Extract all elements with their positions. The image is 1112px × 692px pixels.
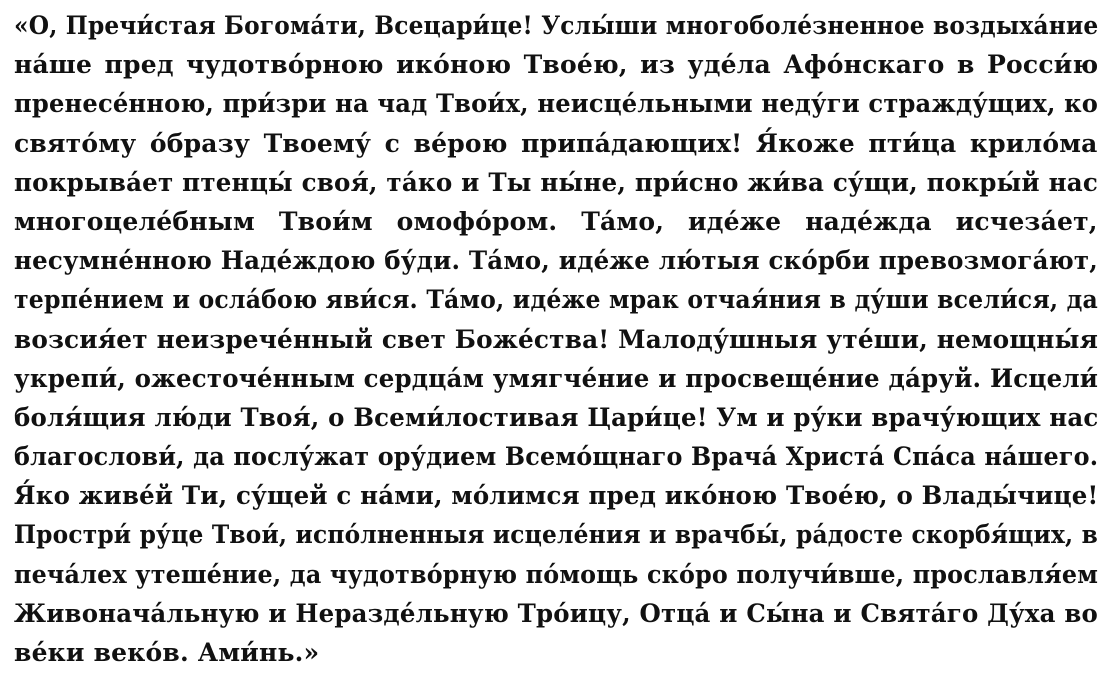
prayer-line: боля́щия лю́ди Твоя́, о Всеми́лостивая Цари́це! Ум и ру́ки врачу́ющих нас: [14, 402, 1099, 432]
prayer-line: Я́ко живе́й Ти, су́щей с на́ми, мо́лимся пред ико́ною Твое́ю, о Влады́чице!: [14, 481, 1099, 511]
prayer-line: «О, Пречи́стая Богома́ти, Всецари́це! Услы́ши многоболе́зненное воздыха́ние: [14, 11, 1099, 40]
prayer-text: [14, 6, 1098, 672]
prayer-line: ве́ки веко́в. Ами́нь.»: [14, 638, 320, 667]
prayer-line: возсия́ет неизрече́нный свет Боже́ства! Малоду́шныя уте́ши, немощны́я: [14, 324, 1099, 354]
prayer-line: укрепи́, ожесточе́нным сердца́м умягче́ние и просвеще́ние да́руй. Исцели́: [14, 363, 1098, 393]
prayer-line: терпе́нием и осла́бою яви́ся. Та́мо, иде́же мрак отчая́ния в ду́ши всели́ся, да: [14, 285, 1099, 315]
prayer-line: многоцеле́бным Твои́м омофо́ром. Та́мо, иде́же наде́жда исчеза́ет,: [14, 206, 1098, 236]
prayer-line: печа́лех утеше́ние, да чудотво́рную по́мощь ско́ро получи́вше, прославля́ем: [14, 559, 1098, 589]
prayer-line: пренесе́нною, при́зри на чад Твои́х, неисце́льными неду́ги стражду́щих, ко: [14, 89, 1098, 119]
prayer-line: на́ше пред чудотво́рною ико́ною Твое́ю, из уде́ла Афо́нскаго в Росси́ю: [14, 50, 1098, 80]
prayer-line: свято́му о́бразу Твоему́ с ве́рою припа́дающих! Я́коже пти́ца крило́ма: [14, 128, 1098, 158]
prayer-line: несумне́нною Наде́ждою бу́ди. Та́мо, иде́же лю́тыя ско́рби превозмога́ют,: [14, 246, 1098, 276]
prayer-line: Простри́ ру́це Твои́, испо́лненныя исцеле́ния и врачбы́, ра́досте скорбя́щих, в: [14, 520, 1099, 550]
prayer-line: покрыва́ет птенцы́ своя́, та́ко и Ты ны́не, при́сно жи́ва су́щи, покры́й нас: [14, 167, 1099, 197]
prayer-line: Живонача́льную и Неразде́льную Тро́ицу, Отца́ и Сы́на и Свята́го Ду́ха во: [14, 598, 1099, 628]
prayer-line: благослови́, да послу́жат ору́дием Всемо́щнаго Врача́ Христа́ Спа́са на́шего.: [14, 442, 1098, 472]
